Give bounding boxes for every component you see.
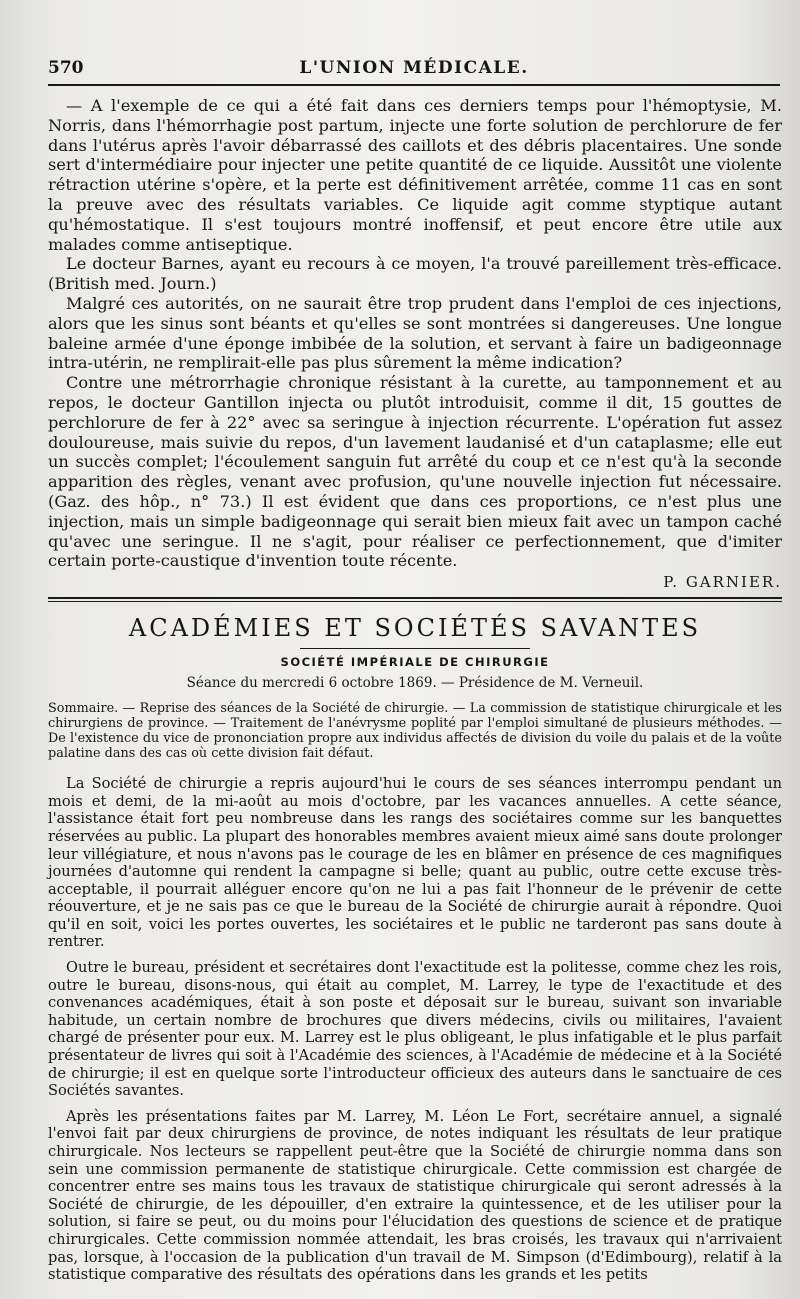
spacer (48, 951, 782, 959)
paragraph: Le docteur Barnes, ayant eu recours à ce moyen, l'a trouvé pareillement très-efficace. (British med. Journ.) (48, 254, 782, 294)
signature: P. GARNIER. (663, 573, 782, 592)
sommaire: Sommaire. — Reprise des séances de la Société de chirurgie. — La commission de statistique chirurgicale et les chirurgiens de province. — Traitement de l'anévrysme poplité par l'emploi simultané de plusieurs méthodes. — De l'existence du vice de prononciation propre aux individus affectés de division du voile du palais et de la voûte palatine dans des cas où cette division fait défaut. (48, 701, 782, 762)
paragraph: Contre une métrorrhagie chronique résistant à la curette, au tamponnement et au repos, le docteur Gantillon injecta ou plutôt introduisit, comme il dit, 15 gouttes de perchlorure de fer à 22° avec sa seringue à injection récurrente. L'opération fut assez douloureuse, mais suivie du repos, d'un lavement laudanisé et d'un cataplasme; elle eut un succès complet; l'écoulement sanguin fut arrêté du coup et ce n'est qu'à la seconde apparition des règles, venant avec profusion, qu'une nouvelle injection fut nécessaire. (Gaz. des hôp., n° 73.) Il est évident que dans ces proportions, ce n'est plus une injection, mais un simple badigeonnage qui serait bien mieux fait avec un tampon caché qu'avec une seringue. Il ne s'agit, pour réaliser ce perfectionnement, que d'imiter certain porte-caustique d'invention toute récente. (48, 373, 782, 571)
page-header (48, 58, 780, 84)
society-heading: SOCIÉTÉ IMPÉRIALE DE CHIRURGIE (280, 655, 550, 670)
header-rule (48, 84, 780, 86)
report-body (48, 775, 782, 1284)
running-title: L'UNION MÉDICALE. (299, 58, 529, 78)
page-number: 570 (48, 58, 84, 78)
spacer (48, 1100, 782, 1108)
section-title: ACADÉMIES ET SOCIÉTÉS SAVANTES (128, 614, 702, 643)
paragraph: — A l'exemple de ce qui a été fait dans ces derniers temps pour l'hémoptysie, M. Norris, dans l'hémorrhagie post partum, injecte une forte solution de perchlorure de fer dans l'utérus après l'avoir débarrassé des caillots et des débris placentaires. Une sonde sert d'intermédiaire pour injecter une petite quantité de ce liquide. Aussitôt une violente rétraction utérine s'opère, et la perte est définitivement arrêtée, comme 11 cas en sont la preuve avec des résultats variables. Ce liquide agit comme styptique autant qu'hémostatique. Il s'est toujours montré inoffensif, et peut encore être utile aux malades comme antiseptique. (48, 96, 782, 254)
title-rule (300, 648, 530, 649)
seance-line: Séance du mercredi 6 octobre 1869. — Présidence de M. Verneuil. (186, 675, 644, 692)
paragraph: Outre le bureau, président et secrétaires dont l'exactitude est la politesse, comme chez les rois, outre le bureau, disons-nous, qui était au complet, M. Larrey, le type de l'exactitude et des convenances académiques, était à son poste et déposait sur le bureau, suivant son invariable habitude, un certain nombre de brochures que divers médecins, civils ou militaires, l'avaient chargé de présenter pour eux. M. Larrey est le plus obligeant, le plus infatigable et le plus parfait présentateur de livres qui soit à l'Académie des sciences, à l'Académie de médecine et à la Société de chirurgie; il est en quelque sorte l'introducteur officieux des auteurs dans le sanctuaire de ces Sociétés savantes. (48, 959, 782, 1100)
article-body (48, 96, 782, 1284)
paragraph: Après les présentations faites par M. Larrey, M. Léon Le Fort, secrétaire annuel, a signalé l'envoi fait par deux chirurgiens de province, de notes indiquant les résultats de leur pratique chirurgicale. Nos lecteurs se rappellent peut-être que la Société de chirurgie nomma dans son sein une commission permanente de statistique chirurgicale. Cette commission est chargée de concentrer entre ses mains tous les travaux de statistique chirurgicale qui seront adressés à la Société de chirurgie, de les dépouiller, d'en extraire la quintessence, et de les utiliser pour la solution, si faire se peut, ou du moins pour l'élucidation des questions de science et de pratique chirurgicales. Cette commission nommée attendait, les bras croisés, les travaux qui n'arrivaient pas, lorsque, à l'occasion de la publication d'un travail de M. Simpson (d'Edimbourg), relatif à la statistique comparative des résultats des opérations dans les grands et les petits (48, 1107, 782, 1284)
section-divider (48, 597, 782, 602)
paragraph: La Société de chirurgie a repris aujourd'hui le cours de ses séances interrompu pendant un mois et demi, de la mi-août au mois d'octobre, par les vacances annuelles. A cette séance, l'assistance était fort peu nombreuse dans les rangs des sociétaires comme sur les banquettes réservées au public. La plupart des honorables membres avaient mieux aimé sans doute prolonger leur villégiature, et nous n'avons pas le courage de les en blâmer en présence de ces magnifiques journées d'automne qui rendent la campagne si belle; quant au public, outre cette excuse très-acceptable, il pourrait alléguer encore qu'on ne lui a pas fait l'honneur de le prévenir de cette réouverture, et je ne sais pas ce que le bureau de la Société de chirurgie aurait à répondre. Quoi qu'il en soit, voici les portes ouvertes, les sociétaires et le public ne tarderont pas sans doute à rentrer. (48, 775, 782, 951)
paragraph: Malgré ces autorités, on ne saurait être trop prudent dans l'emploi de ces injections, alors que les sinus sont béants et qu'elles se sont montrées si dangereuses. Une longue baleine armée d'une éponge imbibée de la solution, et servant à faire un badigeonnage intra-utérin, ne remplirait-elle pas plus sûrement la même indication? (48, 293, 782, 373)
